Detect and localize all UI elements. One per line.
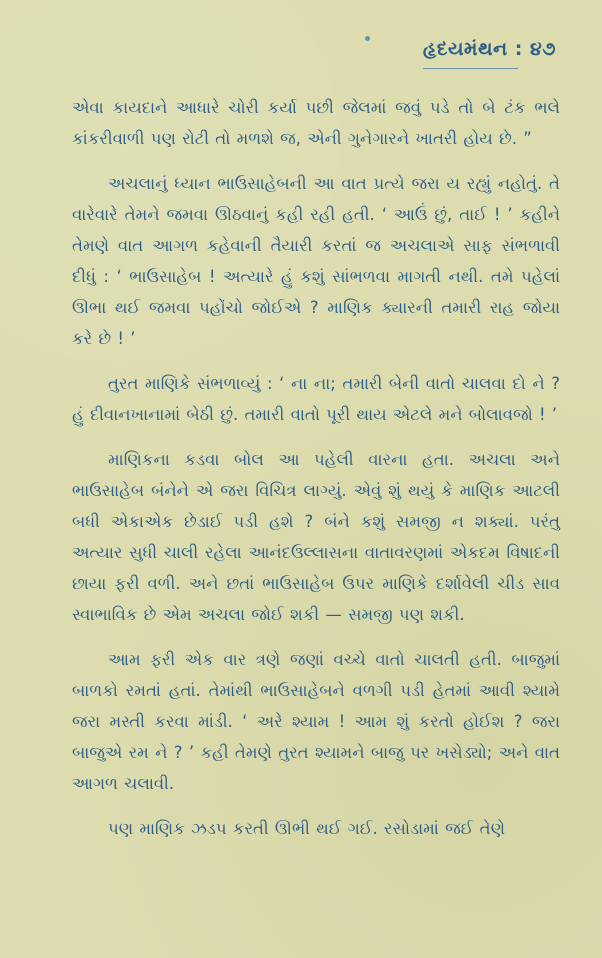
paragraph: આમ ફરી એક વાર ત્રણે જણાં વચ્ચે વાતો ચાલતી હતી. બાજુમાં બાળકો રમતાં હતાં. તેમાંથી ભાઉસાહેબને વળગી પડી હેતમાં આવી શ્યામે જરા મસ્તી કરવા માંડી. ‘ અરે શ્યામ ! આમ શું કરતો હોઈશ ? જરા બાજુએ રમ ને ? ’ કહી તેમણે તુરત શ્યામને બાજુ પર ખસેડ્યો; અને વાત આગળ ચલાવી. <box>72 650 560 793</box>
paragraph: અચલાનું ધ્યાન ભાઉસાહેબની આ વાત પ્રત્યે જરા ય રહ્યું નહોતું. તે વારેવારે તેમને જમવા ઊઠવાનું કહી રહી હતી. ‘ આઉં છું, તાઈ ! ’ કહીને તેમણે વાત આગળ કહેવાની તૈયારી કરતાં જ અચલાએ સાફ સંભળાવી દીધું : ‘ ભાઉસાહેબ ! અત્યારે હું કશું સાંભળવા માગતી નથી. તમે પહેલાં ઊભા થઈ જમવા પહોંચો જોઈએ ? માણિક ક્યારની તમારી રાહ જોયા કરે છે ! ’ <box>72 174 560 348</box>
paragraph: એવા કાયદાને આધારે ચોરી કર્યા પછી જેલમાં જવું પડે તો બે ટંક ભલે કાંકરીવાળી પણ રોટી તો મળશે જ, એની ગુનેગારને ખાતરી હોય છે. ” <box>72 98 560 148</box>
header-underline <box>423 68 518 69</box>
running-title: હૃદયમંથન : ૪૭ <box>422 38 556 60</box>
page-body <box>72 92 560 858</box>
paragraph: માણિકના કડવા બોલ આ પહેલી વારના હતા. અચલા અને ભાઉસાહેબ બંનેને એ જરા વિચિત્ર લાગ્યું. એવું શું થયું કે માણિક આટલી બધી એકાએક છેડાઈ પડી હશે ? બંને કશું સમજી ન શક્યાં. પરંતુ અત્યાર સુધી ચાલી રહેલા આનંદઉલ્લાસના વાતાવરણમાં એકદમ વિષાદની છાયા ફરી વળી. અને છતાં ભાઉસાહેબ ઉપર માણિકે દર્શાવેલી ચીડ સાવ સ્વાભાવિક છે એમ અચલા જોઈ શકી — સમજી પણ શકી. <box>72 450 560 624</box>
page-header <box>423 38 556 60</box>
paragraph: પણ માણિક ઝડપ કરતી ઊભી થઈ ગઈ. રસોડામાં જઈ તેણે <box>108 819 505 838</box>
ink-dot <box>365 36 370 41</box>
paragraph: તુરત માણિકે સંભળાવ્યું : ‘ ના ના; તમારી બેની વાતો ચાલવા દો ને ? હું દીવાનખાનામાં બેઠી છું. તમારી વાતો પૂરી થાય એટલે મને બોલાવજો ! ’ <box>72 374 560 424</box>
